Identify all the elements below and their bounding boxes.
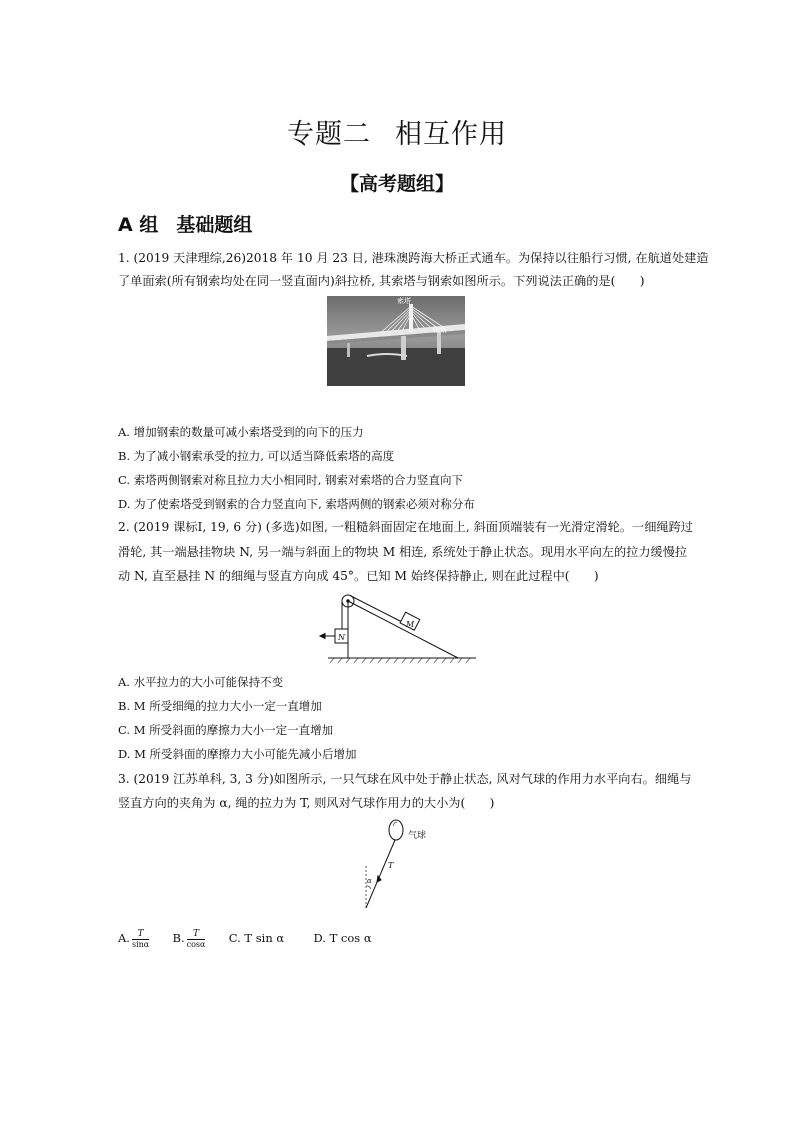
- group-heading: [118, 210, 252, 237]
- bridge-photo: [327, 296, 465, 386]
- q3-stem-line1: 3. (2019 江苏单科, 3, 3 分)如图所示, 一只气球在风中处于静止状态, 风对气球的作用力水平向右。细绳与: [118, 772, 692, 786]
- q1-option-d: D. 为了使索塔受到钢索的合力竖直向下, 索塔两侧的钢索必须对称分布: [118, 497, 475, 511]
- q3-option-b-numerator: T: [187, 929, 206, 940]
- group-title: 基础题组: [176, 214, 253, 236]
- q2-stem-line1: 2. (2019 课标Ⅰ, 19, 6 分) (多选)如图, 一粗糙斜面固定在地面上, 斜面顶端装有一光滑定滑轮。一细绳跨过: [118, 520, 693, 534]
- q3-option-b-fraction: [187, 929, 206, 950]
- q3-options: [118, 928, 372, 950]
- q3-stem-line2: 竖直方向的夹角为 α, 绳的拉力为 T, 则风对气球作用力的大小为( ): [118, 796, 495, 810]
- tension-label: T: [388, 861, 394, 870]
- q2-stem-line3: 动 N, 直至悬挂 N 的细绳与竖直方向成 45°。已知 M 始终保持静止, 则在此过程中( ): [118, 569, 599, 583]
- q2-option-c: C. M 所受斜面的摩擦力大小一定一直增加: [118, 723, 334, 737]
- incline-pulley-diagram: [310, 585, 480, 665]
- angle-label: α: [367, 877, 372, 885]
- q3-option-b-prefix: B.: [172, 931, 185, 945]
- q3-option-b: [172, 928, 208, 949]
- q1-option-a: A. 增加钢索的数量可减小索塔受到的向下的压力: [118, 425, 364, 439]
- section-subtitle: 【高考题组】: [339, 173, 454, 195]
- q3-option-a-numerator: T: [132, 929, 149, 940]
- balloon-diagram: [350, 818, 450, 914]
- q3-option-a: [118, 928, 151, 949]
- title-subject: 相互作用: [395, 119, 507, 150]
- q3-option-d: D. T cos α: [313, 931, 372, 945]
- q2-option-d: D. M 所受斜面的摩擦力大小可能先减小后增加: [118, 747, 357, 761]
- balloon-svg: [350, 818, 450, 914]
- q2-option-a: A. 水平拉力的大小可能保持不变: [118, 675, 284, 689]
- q2-option-b: B. M 所受细绳的拉力大小一定一直增加: [118, 699, 322, 713]
- q1-stem-line2: 了单面索(所有钢索均处在同一竖直面内)斜拉桥, 其索塔与钢索如图所示。下列说法正确的是( ): [118, 274, 645, 288]
- q3-option-a-fraction: [132, 929, 149, 950]
- group-label: A 组: [118, 214, 159, 236]
- title-topic: 专题二: [287, 119, 371, 150]
- q1-option-c: C. 索塔两侧钢索对称且拉力大小相同时, 钢索对索塔的合力竖直向下: [118, 473, 464, 487]
- q1-option-b: B. 为了减小钢索承受的拉力, 可以适当降低索塔的高度: [118, 449, 395, 463]
- q3-option-a-denominator: sinα: [131, 939, 150, 949]
- balloon-label: 气球: [408, 831, 427, 841]
- block-M-label: M: [406, 620, 415, 629]
- q2-stem-line2: 滑轮, 其一端悬挂物块 N, 另一端与斜面上的物块 M 相连, 系统处于静止状态。现用水平向左的拉力缓慢拉: [118, 545, 688, 559]
- block-N-label: N: [338, 633, 345, 642]
- q1-stem-line1: 1. (2019 天津理综,26)2018 年 10 月 23 日, 港珠澳跨海大桥正式通车。为保持以往船行习惯, 在航道处建造: [118, 251, 709, 265]
- bridge-photo-svg: [327, 296, 465, 386]
- cable-label: 钢索: [433, 326, 447, 334]
- q3-option-b-denominator: cosα: [186, 939, 206, 949]
- q3-option-c: C. T sin α: [228, 931, 285, 945]
- page-title: [0, 112, 794, 151]
- q3-option-a-prefix: A.: [118, 931, 130, 945]
- incline-pulley-svg: [310, 585, 480, 665]
- tower-label: 索塔: [397, 297, 411, 305]
